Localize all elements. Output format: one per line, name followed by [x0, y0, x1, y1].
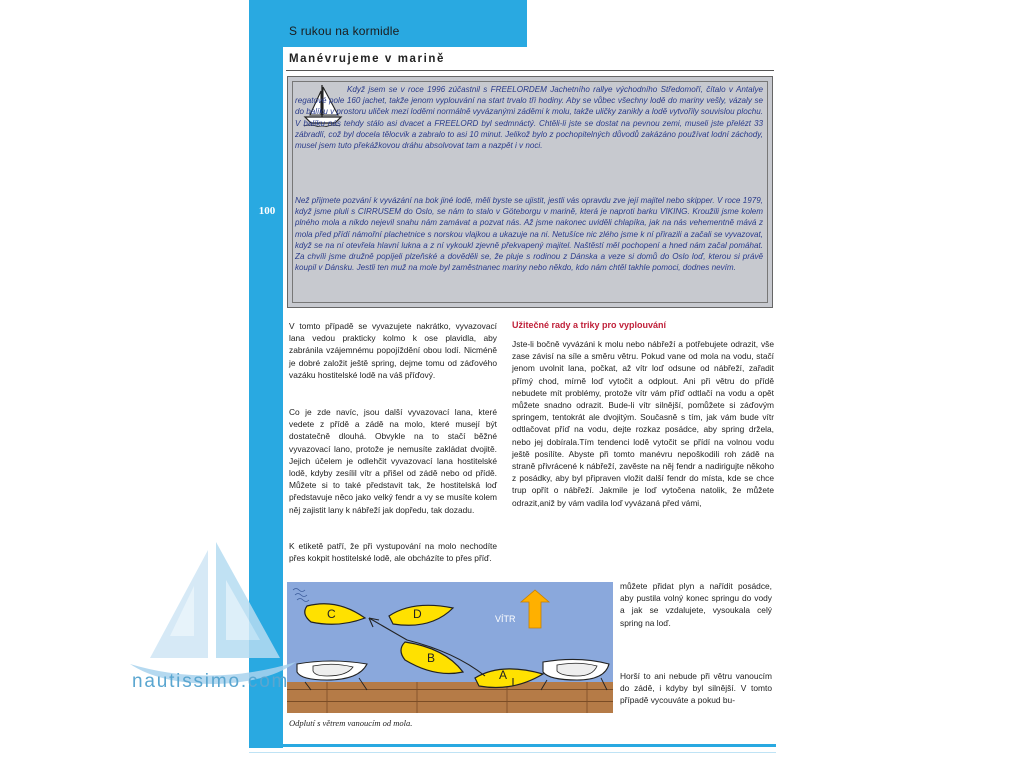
- diagram-caption: Odplutí s větrem vanoucím od mola.: [289, 718, 413, 728]
- body-paragraph: Horší to ani nebude při větru vanoucím do zádě, i kdyby byl silnější. V tomto případě vycouváte a pokud bu-: [620, 671, 772, 706]
- watermark-text: nautissimo.com: [132, 671, 290, 692]
- undocking-diagram: [287, 582, 613, 713]
- section-subtitle: Manévrujeme v marině: [289, 53, 446, 65]
- subtitle-divider: [286, 70, 774, 71]
- svg-text:B: B: [427, 651, 436, 665]
- body-paragraph: Jste-li bočně vyvázáni k molu nebo nábřeží a potřebujete odrazit, vše zase závisí na síle a směru větru. Pokud vane od mola na vodu, stačí jenom uvolnit lana, počkat, až vítr loď odsune od nábřeží, zařadit přímý chod, mírně loď vytočit a odplout. Ani při větru do přídě nebudete mít problémy, protože vítr vám příď odtlačí na vodu a opět můžete snadno odrazit. Bude-li vítr silnější, pomůžete si záďovým springem, tentokrát ale dvojitým. Současně s tím, jak vám bude vítr odtlačovat příď na vodu, dejte rozkaz posádce, aby spring držela, nebo jej dobírala.Tím tendenci lodě vytočit se přídí na volnou vodu ještě posílíte. Abyste při tomto manévru nepoškodili roh zádě na straně přivrácené k nábřeží, zavěste na něj fendr a nadirigujte někoho z posádky, aby byl připraven vložit další fendr do místa, kde se chce trup opřít o nábřeží. Jakmile je loď vytočena natolik, že můžete odrazit,aniž by vám vadila loď vyvázaná před vámi,: [512, 339, 774, 508]
- dock: [287, 682, 613, 713]
- page-number: 100: [258, 205, 276, 217]
- body-paragraph: K etiketě patří, že při vystupování na molo nechodíte přes kokpit hostitelské lodě, ale obcházíte to přes příď.: [289, 541, 497, 564]
- body-paragraph: V tomto případě se vyvazujete nakrátko, vyvazovací lana vedou prakticky kolmo k ose plavidla, aby zabránila vzájemnému popojíždění obou lodí. Nicméně je dobré založit ještě spring, dejme tomu od záďového vazáku hostitelské lodě na váš příďový.: [289, 321, 497, 380]
- bottom-rule-light: [249, 752, 776, 753]
- anecdote-box: [287, 76, 773, 308]
- svg-text:C: C: [327, 607, 336, 621]
- chapter-title: S rukou na kormidle: [289, 24, 400, 38]
- body-paragraph: Co je zde navíc, jsou další vyvazovací lana, které vedete z přídě a zádě na molo, které musejí být dostatečně dlouhá. Obvykle na to stačí běžné vyvazovací lano, protože je nemusíte zakládat dvojitě. Jejich účelem je odlehčit vyvazovací lana hostitelské lodě, kdyby zesílil vítr a přišel od zádě nebo od přídě. Můžete si to také představit tak, že hostitelská loď představuje něco jako velký fendr a vy se musíte kolem něj zajistit lany k nábřeží jak dopředu, tak dozadu.: [289, 407, 497, 515]
- anecdote-paragraph-2: Než přijmete pozvání k vyvázání na bok jiné lodě, měli byste se ujistit, jestli vás opravdu zve její majitel nebo skipper. V roce 1979, když jsme pluli s CIRRUSEM do Oslo, se nám to stalo v Göteborgu v marině, která je naproti barku VIKING. Kroužili jsme kolem plného mola a nikdo nejevil snahu nám zamávat a pozvat nás. Až jsme nakonec uviděli chlapíka, jak na nás vehementně mává z mola před přídí námořní plachetnice s norskou vlajkou a ukazuje na ni. Netušíce nic zlého jsme k ní přirazili a začali se vyvazovat, když se na ní otevřela hlavní lukna a z ní vykoukl zjevně překvapený majitel. Naštěstí měl pochopení a hned nám začal pomáhat. Za chvíli jsme družně popíjeli plzeňské a dověděli se, že pluje s rodinou z Dánska a veze si domů do Oslo loď, kterou si právě koupil v Dánsku. Jestli ten muž na mole byl zaměstnanec mariny nebo někdo, kdo nám chtěl takhle pomoci, dodnes nevím.: [295, 196, 763, 273]
- body-paragraph: můžete přidat plyn a nařídit posádce, aby pustila volný konec springu do vody a jak se vzdalujete, vysoukala celý spring na loď.: [620, 581, 772, 628]
- anecdote-paragraph-1: Když jsem se v roce 1996 zúčastnil s FREELORDEM Jachetního rallye východního Středomoří, čítalo v Antalye regatové pole 160 jachet, takže jenom vyplouvání na start trvalo tři hodiny. Aby se vůbec všechny lodě do mariny vešly, vázaly se do balíku v prostoru uliček mezi loděmi normálně vyvázanými záděmi k molu, takže uličky zanikly a lodě vytvořily souvislou plochu. V balíku nás tehdy stálo asi dvacet a FREELORD byl sedmnáctý. Chtěli-li jste se dostat na pevnou zemi, museli jste přelézt 33 zábradlí, což byl docela tělocvik a zabralo to asi 10 minut. Jelikož bylo z pochopitelných důvodů zakázáno používat lodní záchody, musel jsem tuto překážkovou dráhu absolvovat tam a nazpět i v noci.: [295, 85, 763, 151]
- wind-label: VÍTR: [495, 614, 516, 624]
- svg-text:A: A: [499, 668, 508, 682]
- svg-text:D: D: [413, 607, 422, 621]
- tips-heading: Užitečné rady a triky pro vyplouvání: [512, 320, 667, 330]
- bottom-rule: [249, 744, 776, 747]
